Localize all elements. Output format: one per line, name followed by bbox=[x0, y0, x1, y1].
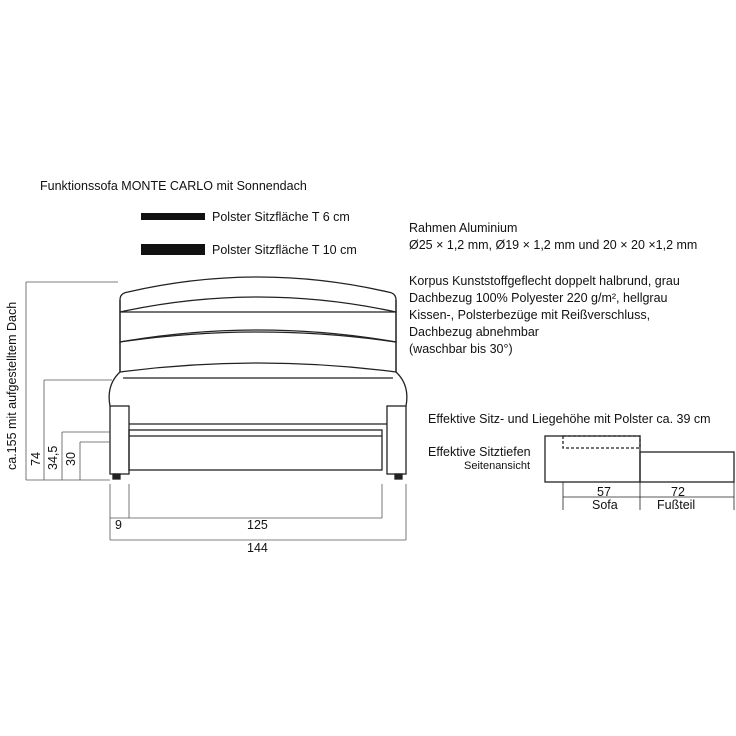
dim-height-30: 30 bbox=[64, 452, 78, 466]
spec-frame-line1: Rahmen Aluminium bbox=[409, 221, 518, 235]
sofa-side-body bbox=[545, 436, 640, 482]
footrest-depth-value: 72 bbox=[671, 485, 685, 499]
depth-subtitle: Seitenansicht bbox=[464, 460, 531, 472]
diagram-title: Funktionssofa MONTE CARLO mit Sonnendach bbox=[40, 179, 307, 193]
spec-body-line2: Dachbezug 100% Polyester 220 g/m², hellgrau bbox=[409, 291, 668, 305]
dim-width-125: 125 bbox=[247, 518, 268, 532]
dim-height-roof: ca.155 mit aufgestelltem Dach bbox=[5, 301, 19, 470]
dim-width-9: 9 bbox=[115, 518, 122, 532]
legend-thin-label: Polster Sitzfläche T 6 cm bbox=[212, 210, 350, 224]
canopy-section bbox=[120, 297, 396, 342]
spec-body-line1: Korpus Kunststoffgeflecht doppelt halbrund, grau bbox=[409, 274, 680, 288]
left-side-arc bbox=[109, 372, 120, 406]
sofa-depth-value: 57 bbox=[597, 485, 611, 499]
canopy-section-lower bbox=[120, 332, 396, 372]
spec-body-line4: Dachbezug abnehmbar bbox=[409, 325, 539, 339]
dimension-lines bbox=[26, 282, 406, 540]
side-view bbox=[545, 436, 734, 510]
dim-height-345: 34,5 bbox=[46, 445, 60, 470]
footrest-side bbox=[640, 452, 734, 482]
left-armrest bbox=[110, 406, 129, 474]
dim-height-74: 74 bbox=[29, 452, 43, 466]
right-armrest bbox=[387, 406, 406, 474]
spec-frame-line2: Ø25 × 1,2 mm, Ø19 × 1,2 mm und 20 × 20 ×1,2 mm bbox=[409, 238, 698, 252]
depth-title: Effektive Sitztiefen bbox=[428, 445, 531, 459]
canopy-roof bbox=[120, 277, 396, 312]
seat-height-note: Effektive Sitz- und Liegehöhe mit Polster ca. 39 cm bbox=[428, 412, 711, 426]
sofa-depth-label: Sofa bbox=[592, 498, 618, 512]
legend-thick-label: Polster Sitzfläche T 10 cm bbox=[212, 243, 357, 257]
spec-body-line5: (waschbar bis 30°) bbox=[409, 342, 513, 356]
left-foot bbox=[113, 474, 120, 479]
footrest-depth-label: Fußteil bbox=[657, 498, 696, 512]
right-foot bbox=[395, 474, 402, 479]
dim-width-144: 144 bbox=[247, 541, 268, 555]
sofa-side-cushion bbox=[563, 436, 640, 448]
sofa-front-view bbox=[109, 277, 407, 479]
right-side-arc bbox=[396, 372, 407, 406]
spec-body-line3: Kissen-, Polsterbezüge mit Reißverschluss, bbox=[409, 308, 651, 322]
